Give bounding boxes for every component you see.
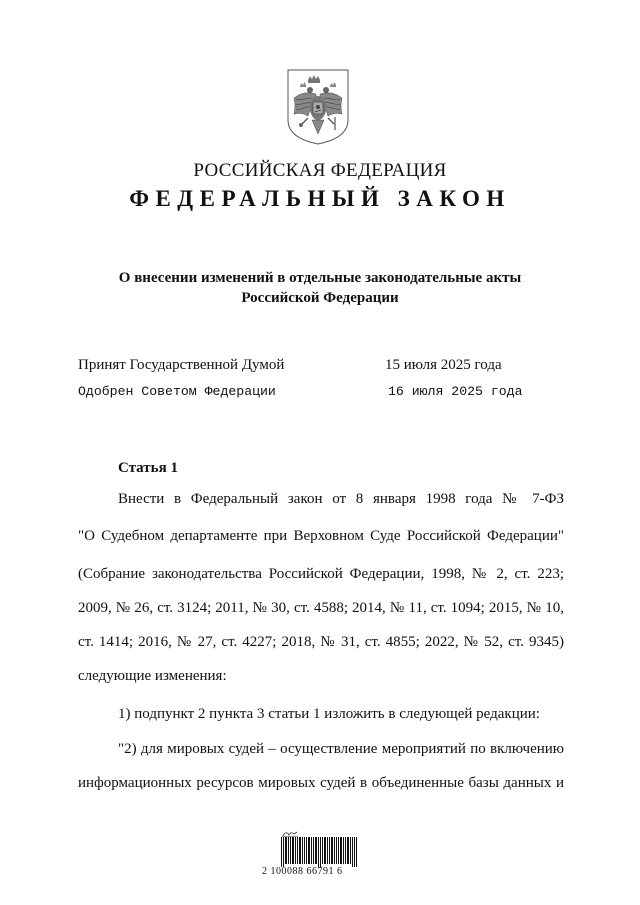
approved-by-council-label: Одобрен Советом Федерации: [78, 384, 276, 399]
article-text-line: ст. 1414; 2016, № 27, ст. 4227; 2018, № 31, ст. 4855; 2022, № 52, ст. 9345): [78, 634, 564, 650]
handwritten-mark-icon: [282, 829, 298, 837]
law-title-line: О внесении изменений в отдельные законодательные акты: [118, 270, 522, 286]
article-text-line: 1) подпункт 2 пункта 3 статьи 1 изложить в следующей редакции:: [118, 706, 540, 722]
article-text-line: 2009, № 26, ст. 3124; 2011, № 30, ст. 4588; 2014, № 11, ст. 1094; 2015, № 10,: [78, 600, 564, 616]
country-name: РОССИЙСКАЯ ФЕДЕРАЦИЯ: [193, 160, 447, 181]
barcode-icon: [281, 837, 357, 867]
article-text-line: "2) для мировых судей – осуществление мероприятий по включению: [118, 741, 564, 757]
approved-by-council-date: 16 июля 2025 года: [388, 384, 523, 399]
document-type: ФЕДЕРАЛЬНЫЙ ЗАКОН: [129, 186, 511, 211]
article-text-line: Внести в Федеральный закон от 8 января 1998 года № 7-ФЗ: [118, 491, 564, 507]
adopted-by-duma-date: 15 июля 2025 года: [385, 357, 502, 373]
coat-of-arms-icon: [286, 68, 350, 146]
law-title-line: Российской Федерации: [241, 290, 399, 306]
article-text-line: "О Судебном департаменте при Верховном Суде Российской Федерации": [78, 528, 564, 544]
adopted-by-duma-label: Принят Государственной Думой: [78, 357, 285, 373]
barcode-number: 2 100088 66791 6: [262, 866, 343, 877]
law-title: [60, 268, 580, 308]
article-text-line: следующие изменения:: [78, 668, 227, 684]
article-text-line: информационных ресурсов мировых судей в объединенные базы данных и: [78, 775, 564, 791]
article-heading: Статья 1: [118, 460, 178, 476]
article-text-line: (Собрание законодательства Российской Федерации, 1998, № 2, ст. 223;: [78, 566, 564, 582]
